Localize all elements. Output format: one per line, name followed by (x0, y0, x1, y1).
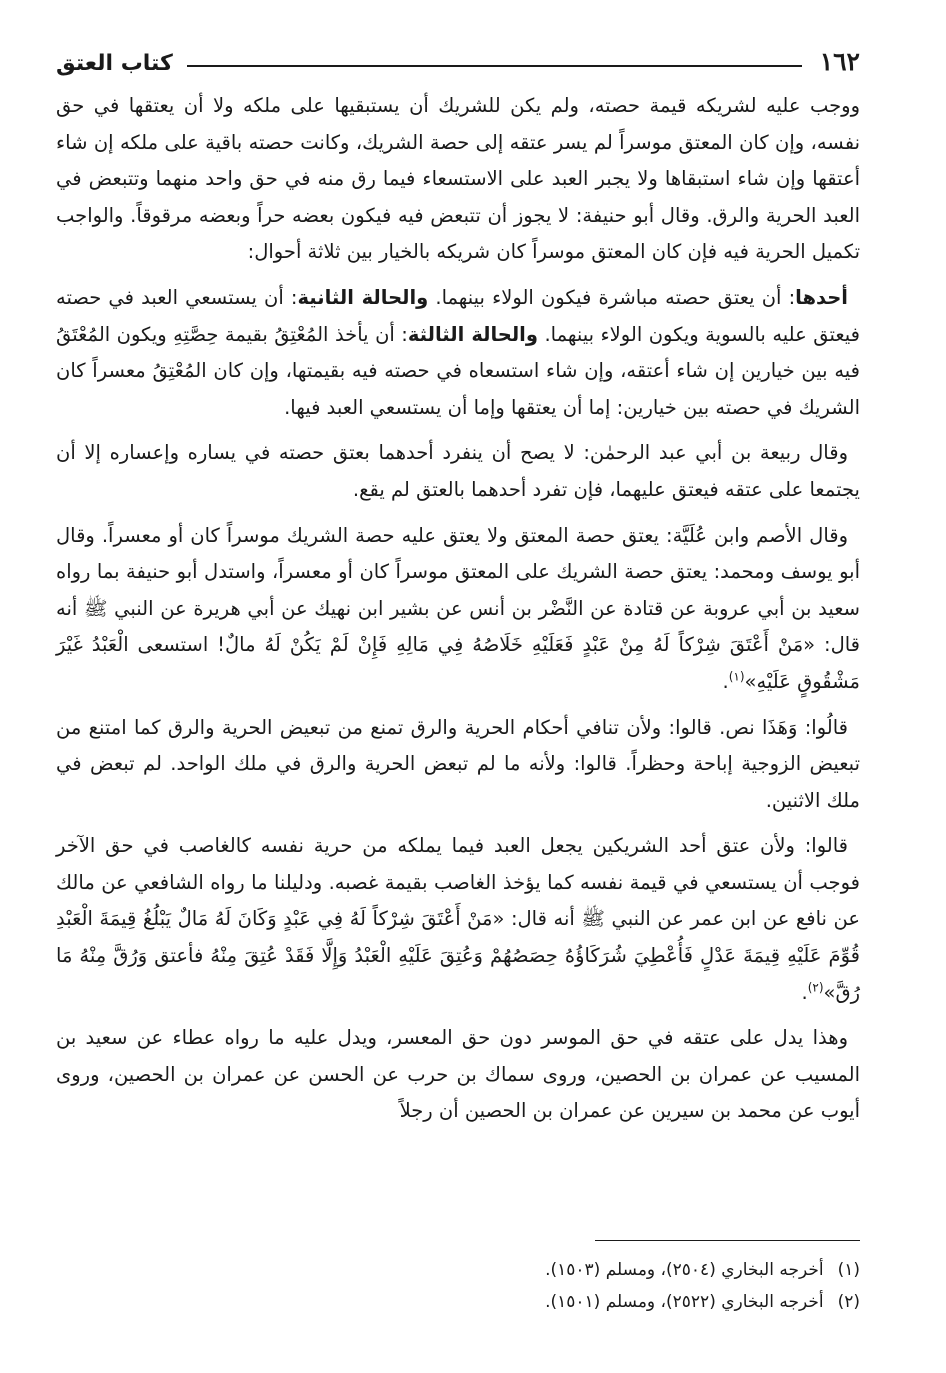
paragraph-text: . (801, 980, 808, 1004)
paragraph-text: قالوا: ولأن عتق أحد الشريكين يجعل العبد فيما يملكه من حرية نفسه كالغاصب في حق الآخر فوجب أن يستسعي في قيمة نفسه كما يؤخذ الغاصب بقيمة غصبه. ودليلنا ما رواه الشافعي عن مالك عن نافع عن ابن عمر عن النبي ﷺ أنه قال: «مَنْ أَعْتَقَ شِرْكاً لَهُ فِي عَبْدٍ وَكَانَ لَهُ مَالٌ يَبْلُغُ قِيمَةَ الْعَبْدِ قُوِّمَ عَلَيْهِ قِيمَةَ عَدْلٍ فَأُعْطِيَ شُرَكَاؤُهُ حِصَصُهُمْ وَعُتِقَ عَلَيْهِ الْعَبْدُ وَإِلَّا فَقَدْ عُتِقَ مِنْهُ فأعتق وَرُقَّ مِنْهُ مَا رُقَّ» (56, 834, 860, 1004)
paragraph (56, 828, 860, 1011)
paragraph-text: : أن يعتق حصته مباشرة فيكون الولاء بينهما. (428, 285, 796, 309)
paragraph (56, 435, 860, 508)
paragraph-text: قالُوا: وَهَذَا نص. قالوا: ولأن تنافي أحكام الحرية والرق تمنع من تبعيض الحرية والرق كما امتنع من تبعيض الزوجية إباحة وحظراً. قالوا: ولأنه ما لم تبعض الحرية والرق في ملك الواحد. لم تبعض في ملك الاثنين. (56, 715, 860, 812)
paragraph-text: وقال الأصم وابن عُلَيَّة: يعتق حصة المعتق ولا يعتق عليه حصة الشريك موسراً كان أو معسراً. وقال أبو يوسف ومحمد: يعتق حصة الشريك على المعتق موسراً كان أو معسراً، واستدل أبو حنيفة بما رواه سعيد بن أبي عروبة عن قتادة عن النَّضْر بن أنس عن بشير ابن نهيك عن أبي هريرة عن النبي ﷺ أنه قال: «مَنْ أَعْتَقَ شِرْكاً لَهُ مِنْ عَبْدٍ فَعَلَيْهِ خَلَاصُهُ فِي مَالِهِ فَإِنْ لَمْ يَكُنْ لَهُ مالٌ! استسعى الْعَبْدُ غَيْرَ مَشْقُوقٍ عَلَيْهِ» (56, 523, 860, 693)
paragraph-text: وقال ربيعة بن أبي عبد الرحمٰن: لا يصح أن ينفرد أحدهما بعتق حصته في يساره وإعساره إلا أن يجتمعا على عتقه فيعتق عليهما، فإن تفرد أحدهما بالعتق لم يقع. (56, 441, 860, 501)
running-header (56, 40, 860, 76)
footnote-number: (١) (837, 1260, 860, 1280)
book-title: كتاب العتق (56, 51, 173, 76)
footnote-number: (٢) (837, 1292, 860, 1312)
paragraph (56, 710, 860, 820)
footnote-ref: (٢) (807, 980, 824, 995)
bold-heading-term: والحالة الثالثة (407, 322, 538, 346)
paragraph (56, 280, 860, 426)
header-rule (187, 65, 802, 67)
footnotes (56, 1254, 860, 1318)
footnote-separator (595, 1240, 860, 1241)
bold-heading-term: والحالة الثانية (297, 285, 429, 309)
footnote-item (56, 1254, 860, 1286)
paragraph-text: : أن يأخذ المُعْتِقُ بقيمة حِصَّتِهِ ويكون المُعْتَقُ فيه بين خيارين إن شاء أعتقه، وإن شاء استسعاه في حصته فيه بقيمتها، وإن كان المُعْتِقُ معسراً كان الشريك في حصته بين خيارين: إما أن يعتقها وإما أن يستسعي العبد فيها. (56, 322, 860, 419)
paragraph-text: . (722, 669, 729, 693)
paragraph-text: وهذا يدل على عتقه في حق الموسر دون حق المعسر، ويدل عليه ما رواه عطاء عن سعيد بن المسيب عن عمران بن الحصين، وروى سماك بن حرب عن الحسن عن عمران بن الحصين، وروى أيوب عن محمد بن سيرين عن عمران بن الحصين أن رجلاً (56, 1026, 860, 1123)
paragraph-text: : أن يستسعي العبد في حصته فيعتق عليه بالسوية ويكون الولاء بينهما. (56, 285, 860, 346)
main-text (56, 88, 860, 1139)
paragraph-text: ووجب عليه لشريكه قيمة حصته، ولم يكن للشريك أن يستبقيها على ملكه ولا أن يعتقها في حق نفسه، وإن كان المعتق موسراً لم يسر عتقه إلى حصة الشريك، وكانت حصته باقية على ملكه إن شاء أعتقها وإن شاء استبقاها ولا يجبر العبد على الاستسعاء فيما رق منه في حق واحد منهما وتتبعض في العبد الحرية والرق. وقال أبو حنيفة: لا يجوز أن تتبعض فيه فيكون بعضه حراً وبعضه مرقوقاً. والواجب تكميل الحرية فيه فإن كان المعتق موسراً كان شريكه بالخيار بين ثلاثة أحوال: (56, 94, 860, 264)
paragraph (56, 518, 860, 701)
footnote-text: أخرجه البخاري (٢٥٢٢)، ومسلم (١٥٠١). (545, 1292, 824, 1312)
footnote-ref: (١) (728, 669, 745, 684)
page-number: ١٦٢ (819, 47, 860, 76)
paragraph (56, 1020, 860, 1130)
paragraph (56, 88, 860, 271)
footnote-text: أخرجه البخاري (٢٥٠٤)، ومسلم (١٥٠٣). (545, 1260, 824, 1280)
bold-heading-term: أحدها (795, 285, 848, 309)
footnote-item (56, 1286, 860, 1318)
